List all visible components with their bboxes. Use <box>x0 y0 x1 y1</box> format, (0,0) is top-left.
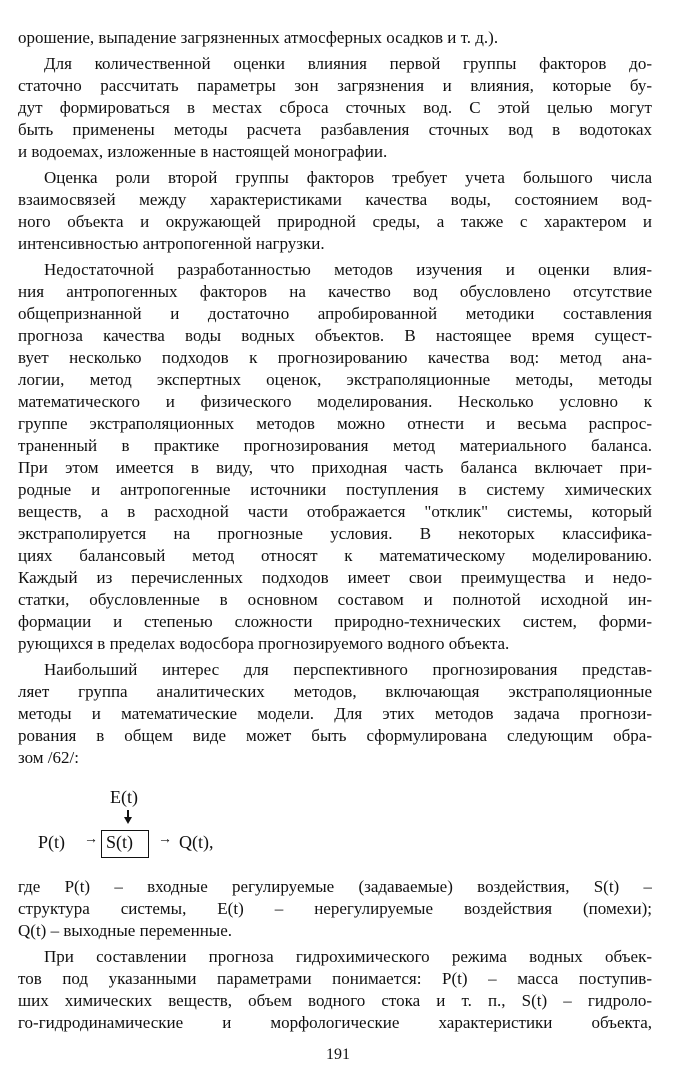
text-line: прогноза качества воды водных объектов. В настоящее время сущест- <box>18 326 652 345</box>
text-line: Оценка роли второй группы факторов требует учета большого числа <box>44 168 652 187</box>
text-line: рующихся в пределах водосбора прогнозируемого водного объекта. <box>18 634 510 653</box>
formula-disturbance: E(t) <box>110 787 138 807</box>
text-line: экстраполируется на прогнозные условия. В некоторых классифика- <box>18 524 652 543</box>
text-line: вует несколько подходов к прогнозированию качества вод: метод ана- <box>18 348 652 367</box>
formula-input: P(t) <box>38 832 65 852</box>
system-formula <box>0 783 676 863</box>
text-line: интенсивностью антропогенной нагрузки. <box>18 234 325 253</box>
body-text-top <box>18 27 652 769</box>
body-text-bottom <box>18 876 652 1034</box>
text-line: При составлении прогноза гидрохимического режима водных объек- <box>44 947 652 966</box>
text-line: траненный в практике прогнозирования метод материального баланса. <box>18 436 652 455</box>
text-line: статочно рассчитать параметры зон загрязнения и влияния, которые бу- <box>18 76 652 95</box>
text-line: циях балансовый метод относят к математическому моделированию. <box>18 546 652 565</box>
text-line: формации и степенью сложности природно-технических систем, форми- <box>18 612 652 631</box>
text-line: веществ, а в расходной части отображается "отклик" системы, который <box>18 502 652 521</box>
text-line: зом /62/: <box>18 748 79 767</box>
text-line: математического и физического моделирования. Несколько условно к <box>18 392 652 411</box>
text-line: взаимосвязей между характеристиками качества воды, состоянием вод- <box>18 190 652 209</box>
text-line: ляет группа аналитических методов, включающая экстраполяционные <box>18 682 652 701</box>
text-line: Недостаточной разработанностью методов изучения и оценки влия- <box>44 260 652 279</box>
text-line: группе экстраполяционных методов можно отнести и весьма распрос- <box>18 414 652 433</box>
text-line: дут формироваться в местах сброса сточных вод. С этой целью могут <box>18 98 652 117</box>
page-number: 191 <box>326 1046 350 1063</box>
formula-down-arrow-icon <box>124 817 132 824</box>
text-line: и водоемах, изложенные в настоящей монографии. <box>18 142 388 161</box>
text-line: ших химических веществ, объем водного стока и т. п., S(t) – гидроло- <box>18 991 652 1010</box>
text-line: методы и математические модели. Для этих методов задача прогнози- <box>18 704 652 723</box>
text-line: где P(t) – входные регулируемые (задаваемые) воздействия, S(t) – <box>18 877 652 896</box>
text-line: орошение, выпадение загрязненных атмосферных осадков и т. д.). <box>18 28 499 47</box>
text-line: ного объекта и окружающей природной среды, а также с характером и <box>18 212 652 231</box>
text-line: структура системы, E(t) – нерегулируемые воздействия (помехи); <box>18 899 652 918</box>
text-line: При этом имеется в виду, что приходная часть баланса включает при- <box>18 458 652 477</box>
text-line: быть применены методы расчета разбавления сточных вод в водотоках <box>18 120 652 139</box>
formula-system: S(t) <box>106 832 133 852</box>
text-line: тов под указанными параметрами понимается: P(t) – масса поступив- <box>18 969 652 988</box>
text-line: Q(t) – выходные переменные. <box>18 921 233 940</box>
text-line: логии, метод экспертных оценок, экстраполяционные методы, методы <box>18 370 652 389</box>
text-line: общепризнанной и достаточно апробированной методики составления <box>18 304 652 323</box>
text-line: Наибольший интерес для перспективного прогнозирования представ- <box>44 660 652 679</box>
text-line: го-гидродинамические и морфологические характеристики объекта, <box>18 1013 652 1032</box>
formula-output: Q(t), <box>179 832 214 852</box>
text-line: статки, обусловленные в основном составом и полнотой исходной ин- <box>18 590 652 609</box>
text-line: Каждый из перечисленных подходов имеет свои преимущества и недо- <box>18 568 652 587</box>
formula-arrow-1: → <box>84 832 98 847</box>
formula-arrow-2: → <box>158 832 172 847</box>
text-line: Для количественной оценки влияния первой группы факторов до- <box>44 54 652 73</box>
text-line: родные и антропогенные источники поступления в систему химических <box>18 480 652 499</box>
text-line: ния антропогенных факторов на качество вод обусловлено отсутствие <box>18 282 652 301</box>
text-line: рования в общем виде может быть сформулирована следующим обра- <box>18 726 652 745</box>
